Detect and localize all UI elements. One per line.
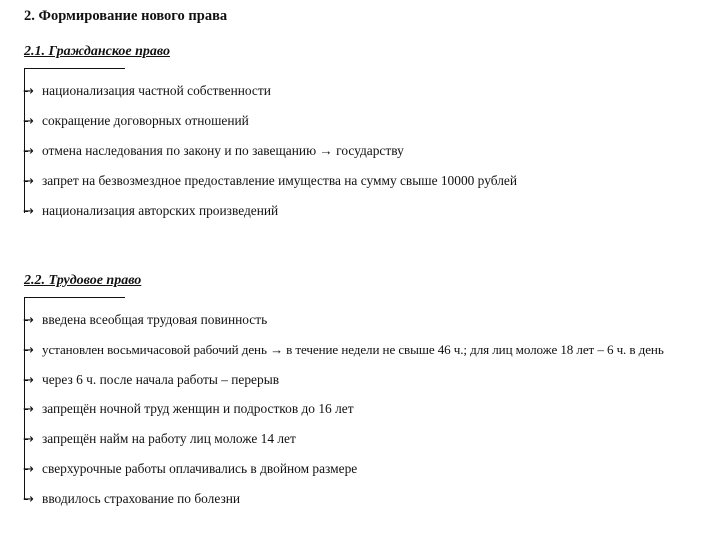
list-item-text: запрещён ночной труд женщин и подростков до 16 лет — [42, 401, 354, 416]
arrow-right-icon: → — [23, 401, 34, 417]
list-item — [23, 172, 517, 190]
list-item — [23, 311, 267, 329]
list-item — [23, 460, 357, 478]
list-item-text: запрещён найм на работу лиц моложе 14 лет — [42, 431, 296, 446]
list-item-text: сверхурочные работы оплачивались в двойном размере — [42, 461, 358, 476]
list-item — [23, 82, 271, 100]
list-item — [23, 371, 279, 389]
list-item — [23, 400, 354, 418]
arrow-right-icon: → — [23, 431, 34, 447]
page-title: 2. Формирование нового права — [24, 8, 228, 24]
arrow-right-icon: → — [23, 461, 34, 477]
list-item — [23, 142, 404, 160]
arrow-right-icon: → — [23, 113, 34, 129]
list-item-text: запрет на безвозмездное предоставление имущества на сумму свыше 10000 рублей — [42, 173, 517, 188]
arrow-right-icon: → — [23, 173, 34, 189]
list-item — [23, 341, 664, 359]
arrow-right-icon: → — [23, 372, 34, 388]
arrow-right-icon: → — [23, 312, 34, 328]
arrow-right-icon: → — [23, 83, 34, 99]
arrow-right-icon: → — [23, 342, 34, 358]
list-item — [23, 490, 240, 508]
list-item-text: национализация частной собственности — [42, 83, 271, 98]
section-heading-civil-law: 2.1. Гражданское право — [24, 44, 170, 59]
list-item-text: отмена наследования по закону и по завещанию → государству — [42, 143, 404, 158]
section-heading-labor-law: 2.2. Трудовое право — [24, 273, 142, 288]
list-item-text: национализация авторских произведений — [42, 203, 279, 218]
list-item-text: через 6 ч. после начала работы – перерыв — [42, 372, 280, 387]
arrow-right-icon: → — [23, 143, 34, 159]
list-item-text: вводилось страхование по болезни — [42, 491, 241, 506]
list-item — [23, 430, 296, 448]
arrow-right-icon: → — [23, 491, 34, 507]
list-item — [23, 112, 249, 130]
list-item-text: установлен восьмичасовой рабочий день → в течение недели не свыше 46 ч.; для лиц моложе 18 лет – 6 ч. в день — [42, 342, 664, 357]
list-item-text: сокращение договорных отношений — [42, 113, 249, 128]
list-item-text: введена всеобщая трудовая повинность — [42, 312, 268, 327]
list-item — [23, 202, 278, 220]
arrow-right-icon: → — [23, 203, 34, 219]
